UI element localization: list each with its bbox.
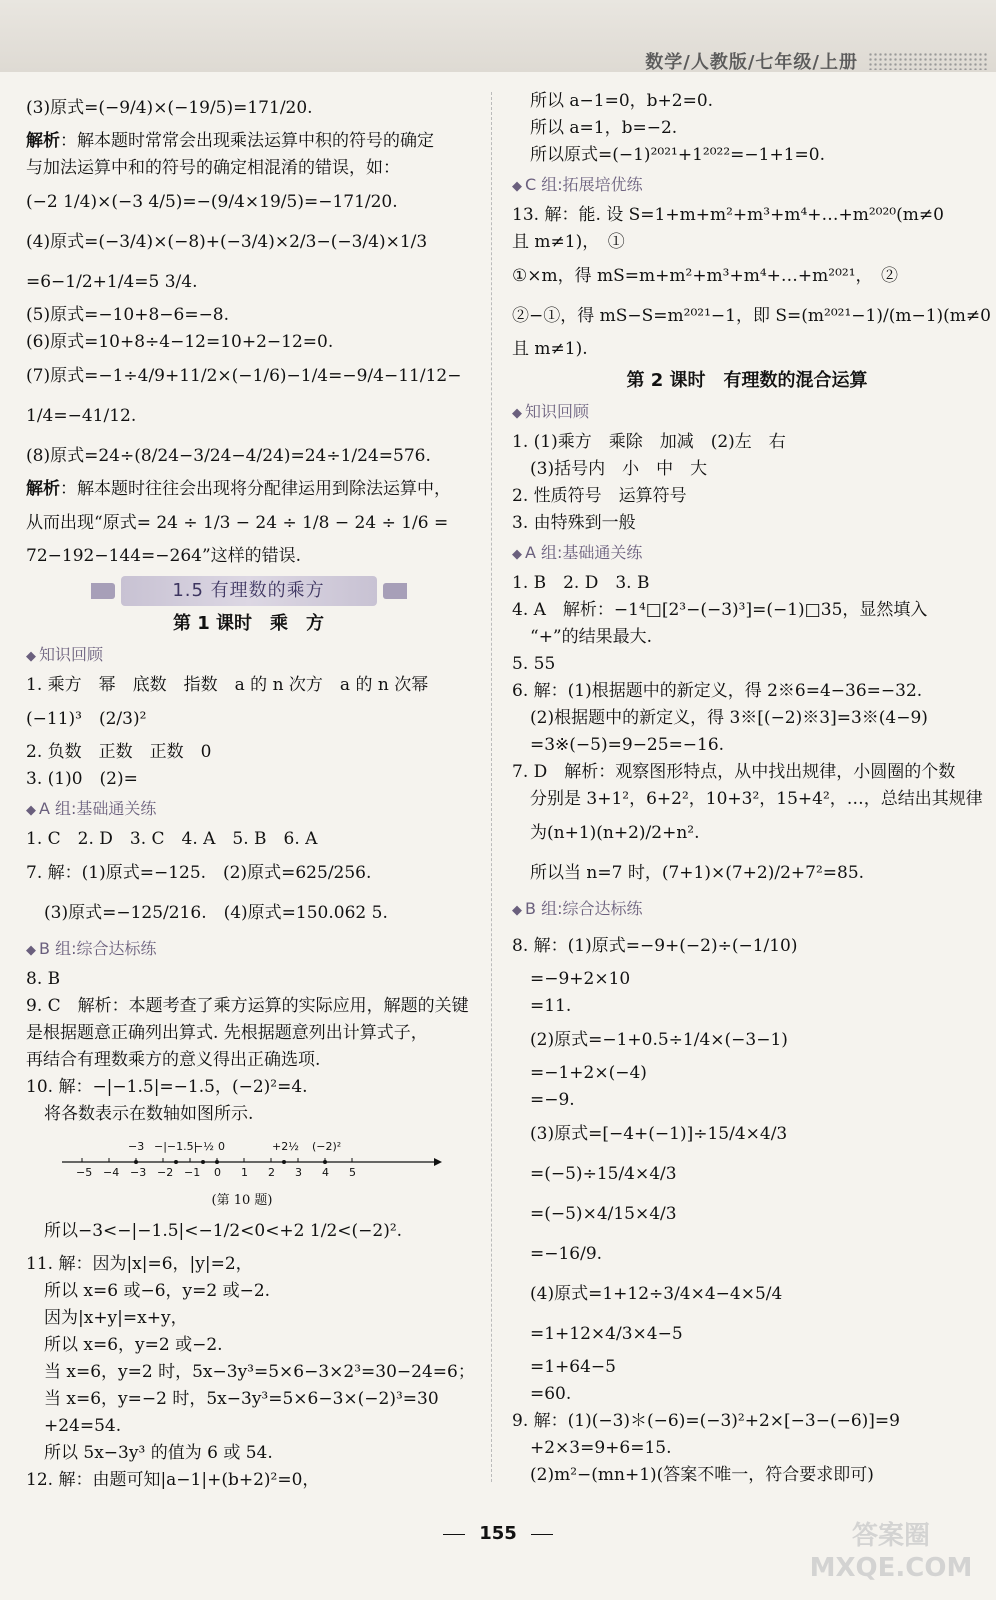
diamond-icon: ◆ xyxy=(512,179,522,194)
answer-line: 所以−3<−|−1.5|<−1/2<0<+2 1/2<(−2)². xyxy=(44,1221,403,1241)
answer-line: (2)原式=−1+0.5÷1/4×(−3−1) xyxy=(530,1030,788,1050)
svg-text:−3: −3 xyxy=(130,1166,147,1179)
analysis-label: 解析 xyxy=(26,479,60,499)
answer-line: (2)m²−(mn+1)(答案不唯一，符合要求即可) xyxy=(530,1465,874,1485)
answer-line: 再结合有理数乘方的意义得出正确选项. xyxy=(26,1050,321,1070)
answer-line: 当 x=6，y=2 时，5x−3y³=5×6−3×2³=30−24=6； xyxy=(44,1362,475,1382)
section-tag-label: A 组:基础通关练 xyxy=(525,543,643,562)
svg-text:−½: −½ xyxy=(194,1140,214,1153)
answer-line: (3)原式=−125/216. (4)原式=150.062 5. xyxy=(44,903,388,923)
answer-line: 当 x=6，y=−2 时，5x−3y³=5×6−3×(−2)³=30 xyxy=(44,1389,439,1409)
answer-line: (4)原式=1+12÷3/4×4−4×5/4 xyxy=(530,1284,783,1304)
diamond-icon: ◆ xyxy=(26,943,36,958)
answer-line: =60. xyxy=(530,1384,572,1404)
answer-line: (−2 1/4)×(−3 4/5)=−(9/4×19/5)=−171/20. xyxy=(26,192,398,212)
answer-line: (5)原式=−10+8−6=−8. xyxy=(26,305,230,325)
page-number-text: 155 xyxy=(479,1523,517,1544)
answer-line: (3)括号内 小 中 大 xyxy=(530,459,708,479)
svg-text:−1: −1 xyxy=(184,1166,201,1179)
diamond-icon: ◆ xyxy=(512,547,522,562)
answer-line: (4)原式=(−3/4)×(−8)+(−3/4)×2/3−(−3/4)×1/3 xyxy=(26,232,428,252)
answer-line: (−11)³ (2/3)² xyxy=(26,709,147,729)
answer-line: (7)原式=−1÷4/9+11/2×(−1/6)−1/4=−9/4−11/12− xyxy=(26,366,462,386)
section-tag-label: A 组:基础通关练 xyxy=(39,799,157,818)
column-divider xyxy=(491,92,492,1482)
answer-line: 1. 乘方 幂 底数 指数 a 的 n 次方 a 的 n 次幂 xyxy=(26,675,429,695)
analysis-line: 72−192−144=−264”这样的错误. xyxy=(26,546,302,566)
section-tag-label: 知识回顾 xyxy=(39,645,104,664)
svg-text:2: 2 xyxy=(268,1166,275,1179)
answer-line: 13. 解：能. 设 S=1+m+m²+m³+m⁴+…+m²⁰²⁰(m≠0 xyxy=(512,205,944,225)
answer-line: 1. C 2. D 3. C 4. A 5. B 6. A xyxy=(26,829,318,849)
diamond-icon: ◆ xyxy=(512,903,522,918)
answer-line: (6)原式=10+8÷4−12=10+2−12=0. xyxy=(26,332,334,352)
answer-line: 所以 5x−3y³ 的值为 6 或 54. xyxy=(44,1443,273,1463)
answer-line: 8. 解：(1)原式=−9+(−2)÷(−1/10) xyxy=(512,936,798,956)
right-column xyxy=(512,88,991,1489)
answer-line: 2. 负数 正数 正数 0 xyxy=(26,742,212,762)
answer-line: (3)原式=[−4+(−1)]÷15/4×4/3 xyxy=(530,1124,788,1144)
answer-line: 2. 性质符号 运算符号 xyxy=(512,486,687,506)
answer-line: 1. (1)乘方 乘除 加减 (2)左 右 xyxy=(512,432,786,452)
answer-line: 为(n+1)(n+2)/2+n². xyxy=(530,823,700,843)
header-dots-decoration xyxy=(868,52,988,70)
watermark-logo: 答案圈 MXQE.COM xyxy=(809,1521,973,1583)
answer-line: 8. B xyxy=(26,969,61,989)
answer-line: 所以原式=(−1)²⁰²¹+1²⁰²²=−1+1=0. xyxy=(530,145,825,165)
section-tag xyxy=(512,895,982,924)
svg-text:−3: −3 xyxy=(128,1140,145,1153)
analysis-line: 与加法运算中和的符号的确定相混淆的错误，如： xyxy=(26,158,400,178)
section-tag-label: B 组:综合达标练 xyxy=(525,899,643,918)
section-tag xyxy=(26,795,471,824)
analysis-text: ：解本题时常常会出现乘法运算中积的符号的确定 xyxy=(60,131,434,151)
svg-text:+2½: +2½ xyxy=(272,1140,299,1153)
diamond-icon: ◆ xyxy=(512,406,522,421)
answer-line: 所以 x=6 或−6，y=2 或−2. xyxy=(44,1281,271,1301)
section-tag-label: B 组:综合达标练 xyxy=(39,939,157,958)
section-tag xyxy=(26,935,471,964)
svg-text:−2: −2 xyxy=(157,1166,174,1179)
answer-line: 7. 解：(1)原式=−125. (2)原式=625/256. xyxy=(26,863,372,883)
answer-line: 10. 解：−|−1.5|=−1.5，(−2)²=4. xyxy=(26,1077,308,1097)
answer-line: 4. A 解析：−1⁴□[2³−(−3)³]=(−1)□35，显然填入 xyxy=(512,600,928,620)
answer-line: 9. 解：(1)(−3)＊(−6)=(−3)²+2×[−3−(−6)]=9 xyxy=(512,1411,900,1431)
answer-line: 且 m≠1). xyxy=(512,339,588,359)
answer-line: =1+64−5 xyxy=(530,1357,616,1377)
answer-line: 所以 x=6，y=2 或−2. xyxy=(44,1335,223,1355)
answer-line: 3. 由特殊到一般 xyxy=(512,513,636,533)
section-tag xyxy=(512,539,982,568)
section-tag xyxy=(26,641,471,670)
answer-line: ①×m，得 mS=m+m²+m³+m⁴+…+m²⁰²¹， ② xyxy=(512,266,899,286)
analysis-line xyxy=(26,128,471,155)
answer-line: =−9+2×10 xyxy=(530,969,631,989)
answer-line: 因为|x+y|=x+y， xyxy=(44,1308,188,1328)
lesson-title: 第 1 课时 乘 方 xyxy=(172,613,325,634)
svg-text:0: 0 xyxy=(218,1140,225,1153)
dash-decoration xyxy=(443,1534,465,1535)
section-tag-label: 知识回顾 xyxy=(525,402,590,421)
diamond-icon: ◆ xyxy=(26,803,36,818)
answer-line: ②−①，得 mS−S=m²⁰²¹−1，即 S=(m²⁰²¹−1)/(m−1)(m≠0 xyxy=(512,306,991,326)
answer-line: =11. xyxy=(530,996,572,1016)
analysis-line: 从而出现“原式= 24 ÷ 1/3 − 24 ÷ 1/8 − 24 ÷ 1/6 = xyxy=(26,513,449,533)
answer-line: 分别是 3+1²，6+2²，10+3²，15+4²，…，总结出其规律 xyxy=(530,789,983,809)
answer-line: 所以 a=1，b=−2. xyxy=(530,118,678,138)
answer-line: 3. (1)0 (2)= xyxy=(26,769,138,789)
figure-caption: (第 10 题) xyxy=(211,1193,273,1208)
answer-line: +2×3=9+6=15. xyxy=(530,1438,672,1458)
section-tag xyxy=(512,398,982,427)
answer-line: 9. C 解析：本题考查了乘方运算的实际应用，解题的关键 xyxy=(26,996,469,1016)
svg-text:−5: −5 xyxy=(76,1166,93,1179)
answer-line: 1/4=−41/12. xyxy=(26,406,137,426)
dash-decoration xyxy=(531,1534,553,1535)
svg-text:(−2)²: (−2)² xyxy=(312,1140,342,1153)
answer-line: 5. 55 xyxy=(512,654,556,674)
answer-line: =1+12×4/3×4−5 xyxy=(530,1324,683,1344)
section-tag-label: C 组:拓展培优练 xyxy=(525,175,643,194)
section-banner: 1.5 有理数的乘方 xyxy=(121,576,377,606)
section-tag xyxy=(512,171,982,200)
svg-text:1: 1 xyxy=(241,1166,248,1179)
answer-line: 所以 a−1=0，b+2=0. xyxy=(530,91,714,111)
header-title: 数学/人教版/七年级/上册 xyxy=(645,52,858,73)
left-column xyxy=(26,88,475,1494)
answer-line: 是根据题意正确列出算式. 先根据题意列出计算式子， xyxy=(26,1023,428,1043)
answer-line: 7. D 解析：观察图形特点，从中找出规律，小圆圈的个数 xyxy=(512,762,956,782)
svg-text:−4: −4 xyxy=(103,1166,120,1179)
answer-line: =3※(−5)=9−25=−16. xyxy=(530,735,725,755)
answer-line: =(−5)÷15/4×4/3 xyxy=(530,1164,677,1184)
answer-line: 11. 解：因为|x|=6，|y|=2， xyxy=(26,1254,253,1274)
svg-text:−|−1.5|: −|−1.5| xyxy=(154,1140,198,1153)
answer-line: (2)根据题中的新定义，得 3※[(−2)※3]=3※(4−9) xyxy=(530,708,928,728)
number-line-svg xyxy=(42,1132,442,1184)
diamond-icon: ◆ xyxy=(26,649,36,664)
answer-line: “+”的结果最大. xyxy=(530,627,653,647)
lesson-title: 第 2 课时 有理数的混合运算 xyxy=(626,370,868,391)
svg-text:3: 3 xyxy=(295,1166,302,1179)
answer-line: 1. B 2. D 3. B xyxy=(512,573,650,593)
answer-line: 且 m≠1)， ① xyxy=(512,232,625,252)
answer-line: (8)原式=24÷(8/24−3/24−4/24)=24÷1/24=576. xyxy=(26,446,431,466)
answer-line: 12. 解：由题可知|a−1|+(b+2)²=0， xyxy=(26,1470,320,1490)
svg-text:4: 4 xyxy=(322,1166,329,1179)
answer-line: 将各数表示在数轴如图所示. xyxy=(44,1104,254,1124)
answer-line: 所以当 n=7 时，(7+1)×(7+2)/2+7²=85. xyxy=(530,863,865,883)
answer-line: =(−5)×4/15×4/3 xyxy=(530,1204,677,1224)
analysis-label: 解析 xyxy=(26,131,60,151)
number-line-figure xyxy=(42,1132,471,1209)
answer-line: =6−1/2+1/4=5 3/4. xyxy=(26,272,198,292)
analysis-line xyxy=(26,476,471,503)
answer-line: =−16/9. xyxy=(530,1244,603,1264)
svg-text:0: 0 xyxy=(214,1166,221,1179)
svg-text:5: 5 xyxy=(349,1166,356,1179)
answer-line: (3)原式=(−9/4)×(−19/5)=171/20. xyxy=(26,98,313,118)
answer-line: =−1+2×(−4) xyxy=(530,1063,647,1083)
answer-line: +24=54. xyxy=(44,1416,122,1436)
analysis-text: ：解本题时往往会出现将分配律运用到除法运算中， xyxy=(60,479,451,499)
answer-line: 6. 解：(1)根据题中的新定义，得 2※6=4−36=−32. xyxy=(512,681,923,701)
answer-line: =−9. xyxy=(530,1090,575,1110)
